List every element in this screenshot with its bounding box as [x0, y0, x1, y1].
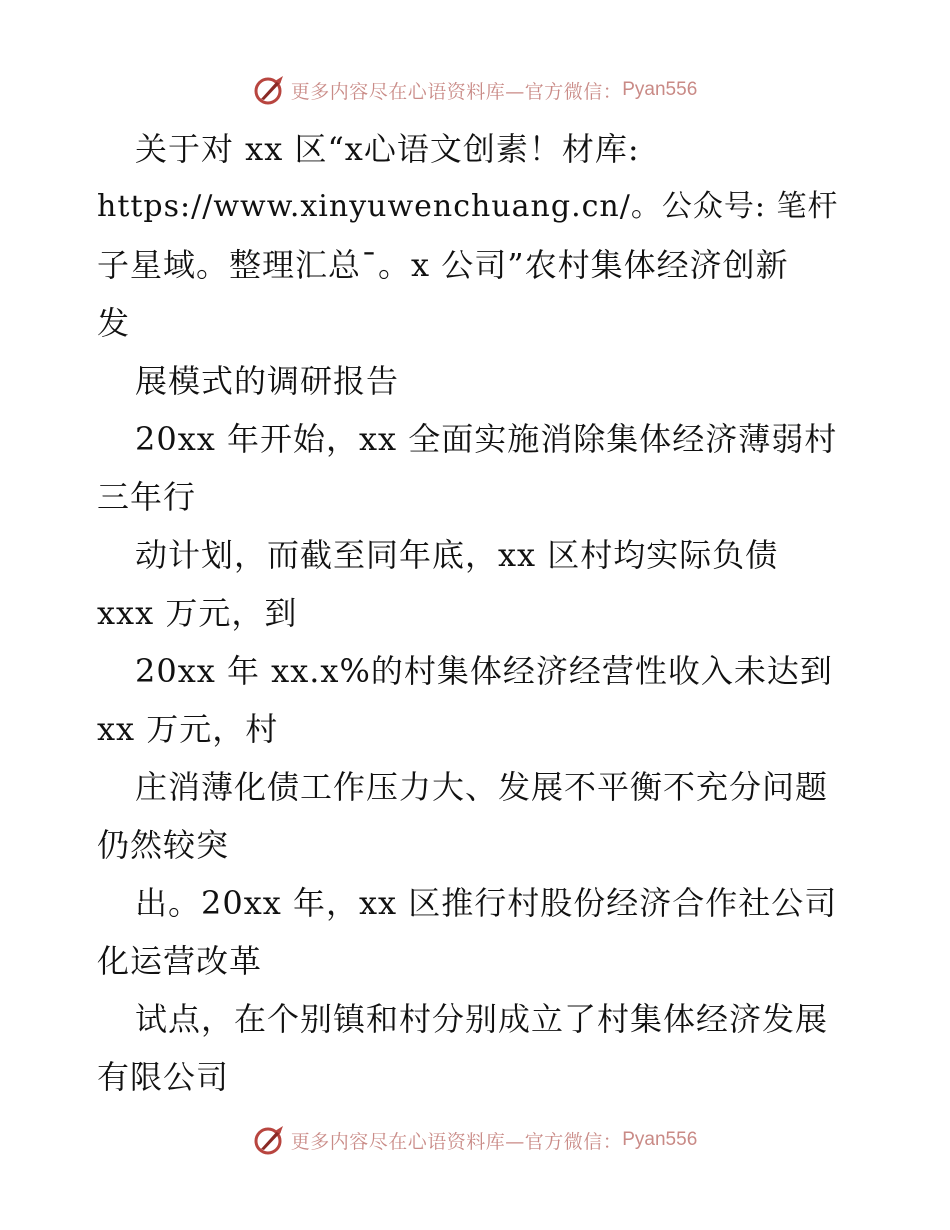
banner-id: Pyan556 — [622, 1129, 698, 1150]
text-line: 庄消薄化债工作压力大、发展不平衡不充分问题 — [135, 768, 829, 806]
text-line: 20xx 年开始，xx 全面实施消除集体经济薄弱村 — [135, 420, 838, 458]
text-line: 化运营改革 — [97, 942, 263, 980]
banner-id: Pyan556 — [622, 79, 698, 100]
text-line: 动计划，而截至同年底，xx 区村均实际负债 — [135, 536, 779, 574]
text-line: 20xx 年 xx.x%的村集体经济经营性收入未达到 — [135, 652, 833, 690]
banner-text: 更多内容尽在心语资料库—官方微信： — [290, 80, 623, 103]
footer-banner — [0, 1120, 950, 1160]
text-line: 试点，在个别镇和村分别成立了村集体经济发展 — [135, 1000, 829, 1038]
document-body — [97, 120, 857, 1106]
text-line: https://www.xinyuwenchuang.cn/。公众号: 笔杆 — [97, 189, 839, 224]
text-line: 展模式的调研报告 — [135, 362, 400, 400]
header-banner — [0, 70, 950, 110]
text-line: 三年行 — [97, 478, 197, 516]
text-line: 关于对 xx 区“x心语文创素！材库: — [135, 130, 640, 168]
text-line: xxx 万元，到 — [97, 594, 298, 632]
text-line: 仍然较突 — [97, 826, 230, 864]
banner-text: 更多内容尽在心语资料库—官方微信： — [290, 1130, 623, 1153]
text-line: 出。20xx 年，xx 区推行村股份经济合作社公司 — [135, 884, 838, 922]
text-line: 发 — [97, 304, 131, 342]
quill-logo-icon — [253, 1123, 287, 1157]
quill-logo-icon — [253, 73, 287, 107]
text-line: 有限公司 — [97, 1058, 230, 1096]
text-line: 子星域。整理汇总¯。x 公司”农村集体经济创新 — [97, 246, 789, 284]
text-line: xx 万元，村 — [97, 710, 279, 748]
